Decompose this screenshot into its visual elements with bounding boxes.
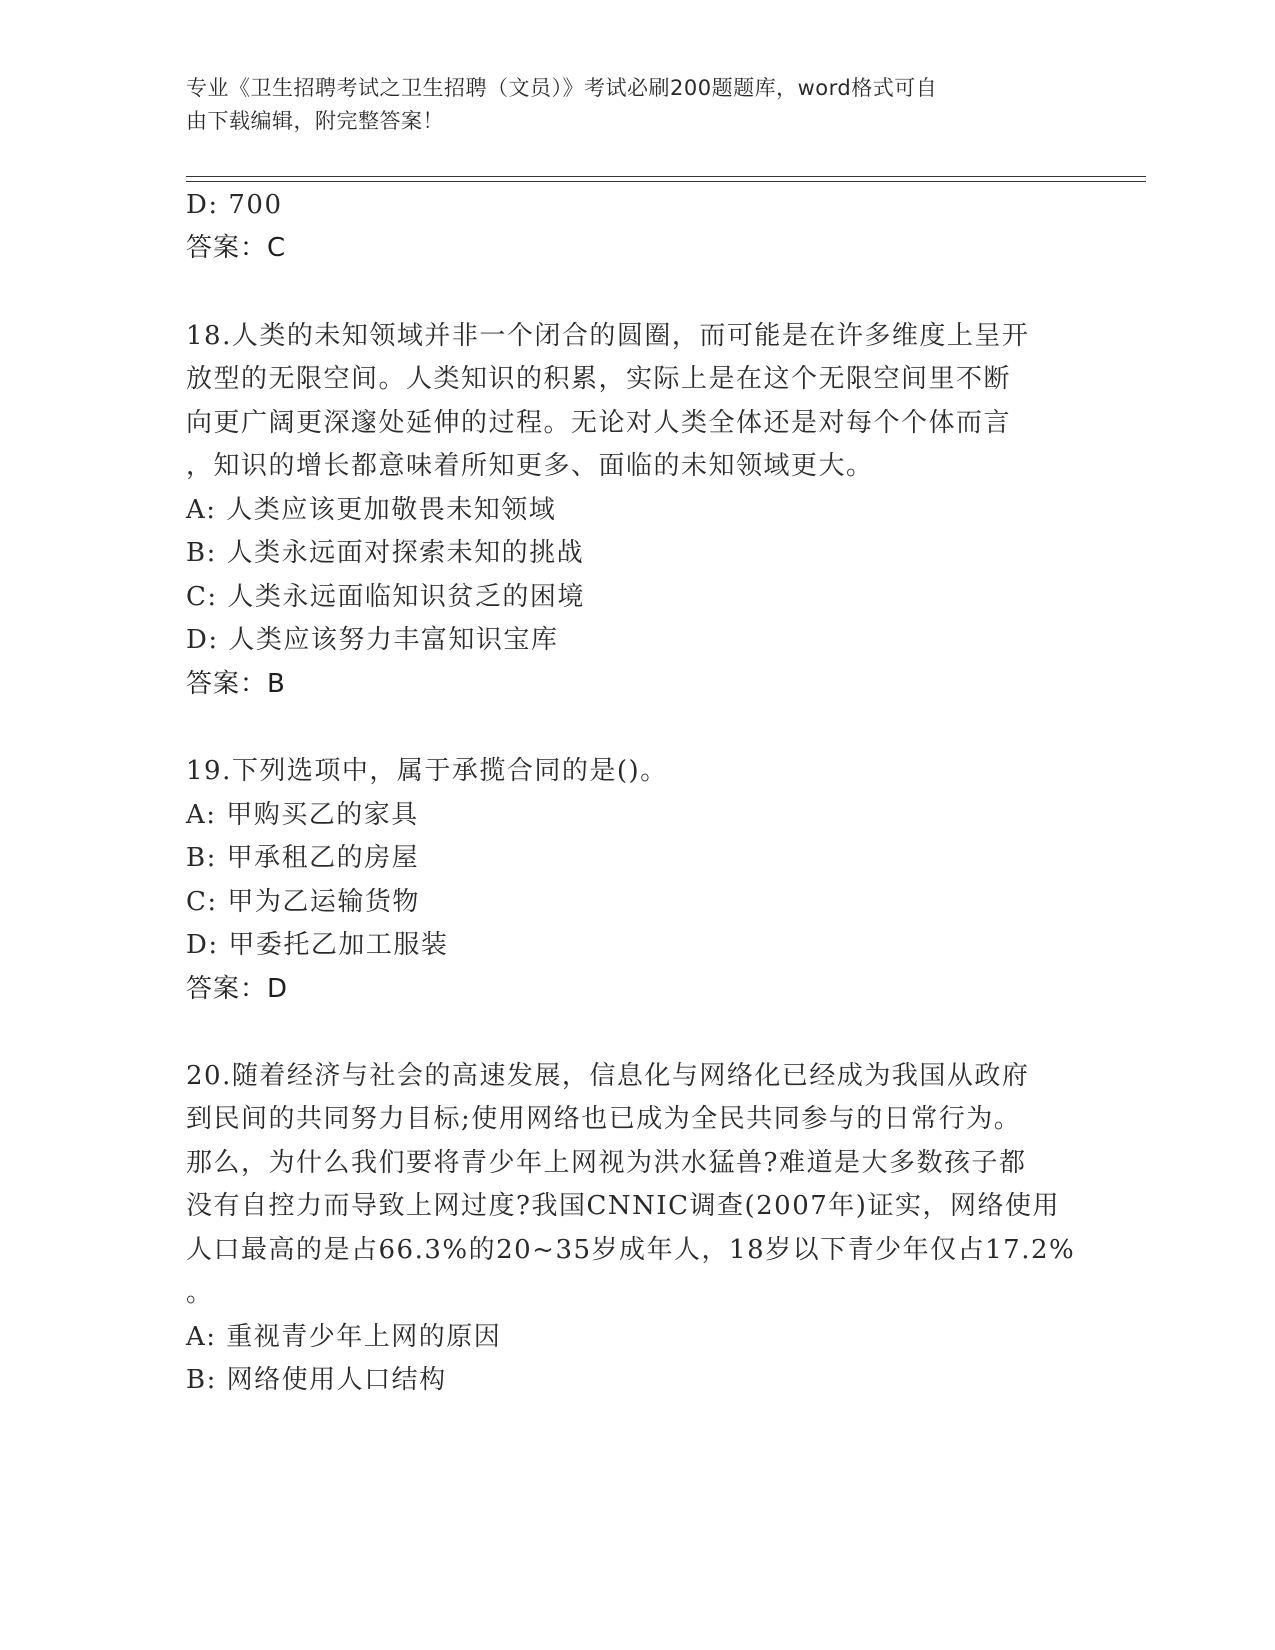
q19-option-d: D: 甲委托乙加工服装 [186,930,449,960]
q18-stem-line-1: 18.人类的未知领域并非一个闭合的圆圈，而可能是在许多维度上呈开 [186,321,1030,351]
q19-option-c: C: 甲为乙运输货物 [186,887,420,917]
q18-answer: 答案：B [186,669,286,699]
q18-stem-line-4: ，知识的增长都意味着所知更多、面临的未知领域更大。 [186,451,874,481]
q19-stem-line-1: 19.下列选项中，属于承揽合同的是()。 [186,756,668,786]
q20-stem-line-3: 那么，为什么我们要将青少年上网视为洪水猛兽?难道是大多数孩子都 [186,1148,1027,1178]
page-header [186,72,1066,138]
q20-stem-line-6: 。 [186,1278,214,1308]
q19-option-a: A: 甲购买乙的家具 [186,800,419,830]
q18-option-d: D: 人类应该努力丰富知识宝库 [186,625,559,655]
q17-option-d: D: 700 [186,190,283,220]
q18-stem-line-2: 放型的无限空间。人类知识的积累，实际上是在这个无限空间里不断 [186,364,1012,394]
q19-option-b: B: 甲承租乙的房屋 [186,843,420,873]
header-line-1: 专业《卫生招聘考试之卫生招聘（文员）》考试必刷200题题库，word格式可自 [186,76,938,100]
q18-option-b: B: 人类永远面对探索未知的挑战 [186,538,585,568]
q18-option-c: C: 人类永远面临知识贫乏的困境 [186,582,585,612]
q20-option-b: B: 网络使用人口结构 [186,1365,447,1395]
q20-stem-line-2: 到民间的共同努力目标;使用网络也已成为全民共同参与的日常行为。 [186,1104,1022,1134]
q17-answer: 答案：C [186,233,287,263]
header-line-2: 由下载编辑，附完整答案！ [186,109,444,133]
q20-stem-line-1: 20.随着经济与社会的高速发展，信息化与网络化已经成为我国从政府 [186,1061,1030,1091]
q19-answer: 答案：D [186,974,289,1004]
header-divider-bottom [186,181,1146,182]
q20-stem-line-5: 人口最高的是占66.3%的20~35岁成年人，18岁以下青少年仅占17.2% [186,1235,1076,1265]
header-divider-top [186,176,1146,177]
q20-option-a: A: 重视青少年上网的原因 [186,1322,502,1352]
q18-option-a: A: 人类应该更加敬畏未知领域 [186,495,557,525]
q20-stem-line-4: 没有自控力而导致上网过度?我国CNNIC调查(2007年)证实，网络使用 [186,1191,1060,1221]
q18-stem-line-3: 向更广阔更深邃处延伸的过程。无论对人类全体还是对每个个体而言 [186,408,1012,438]
